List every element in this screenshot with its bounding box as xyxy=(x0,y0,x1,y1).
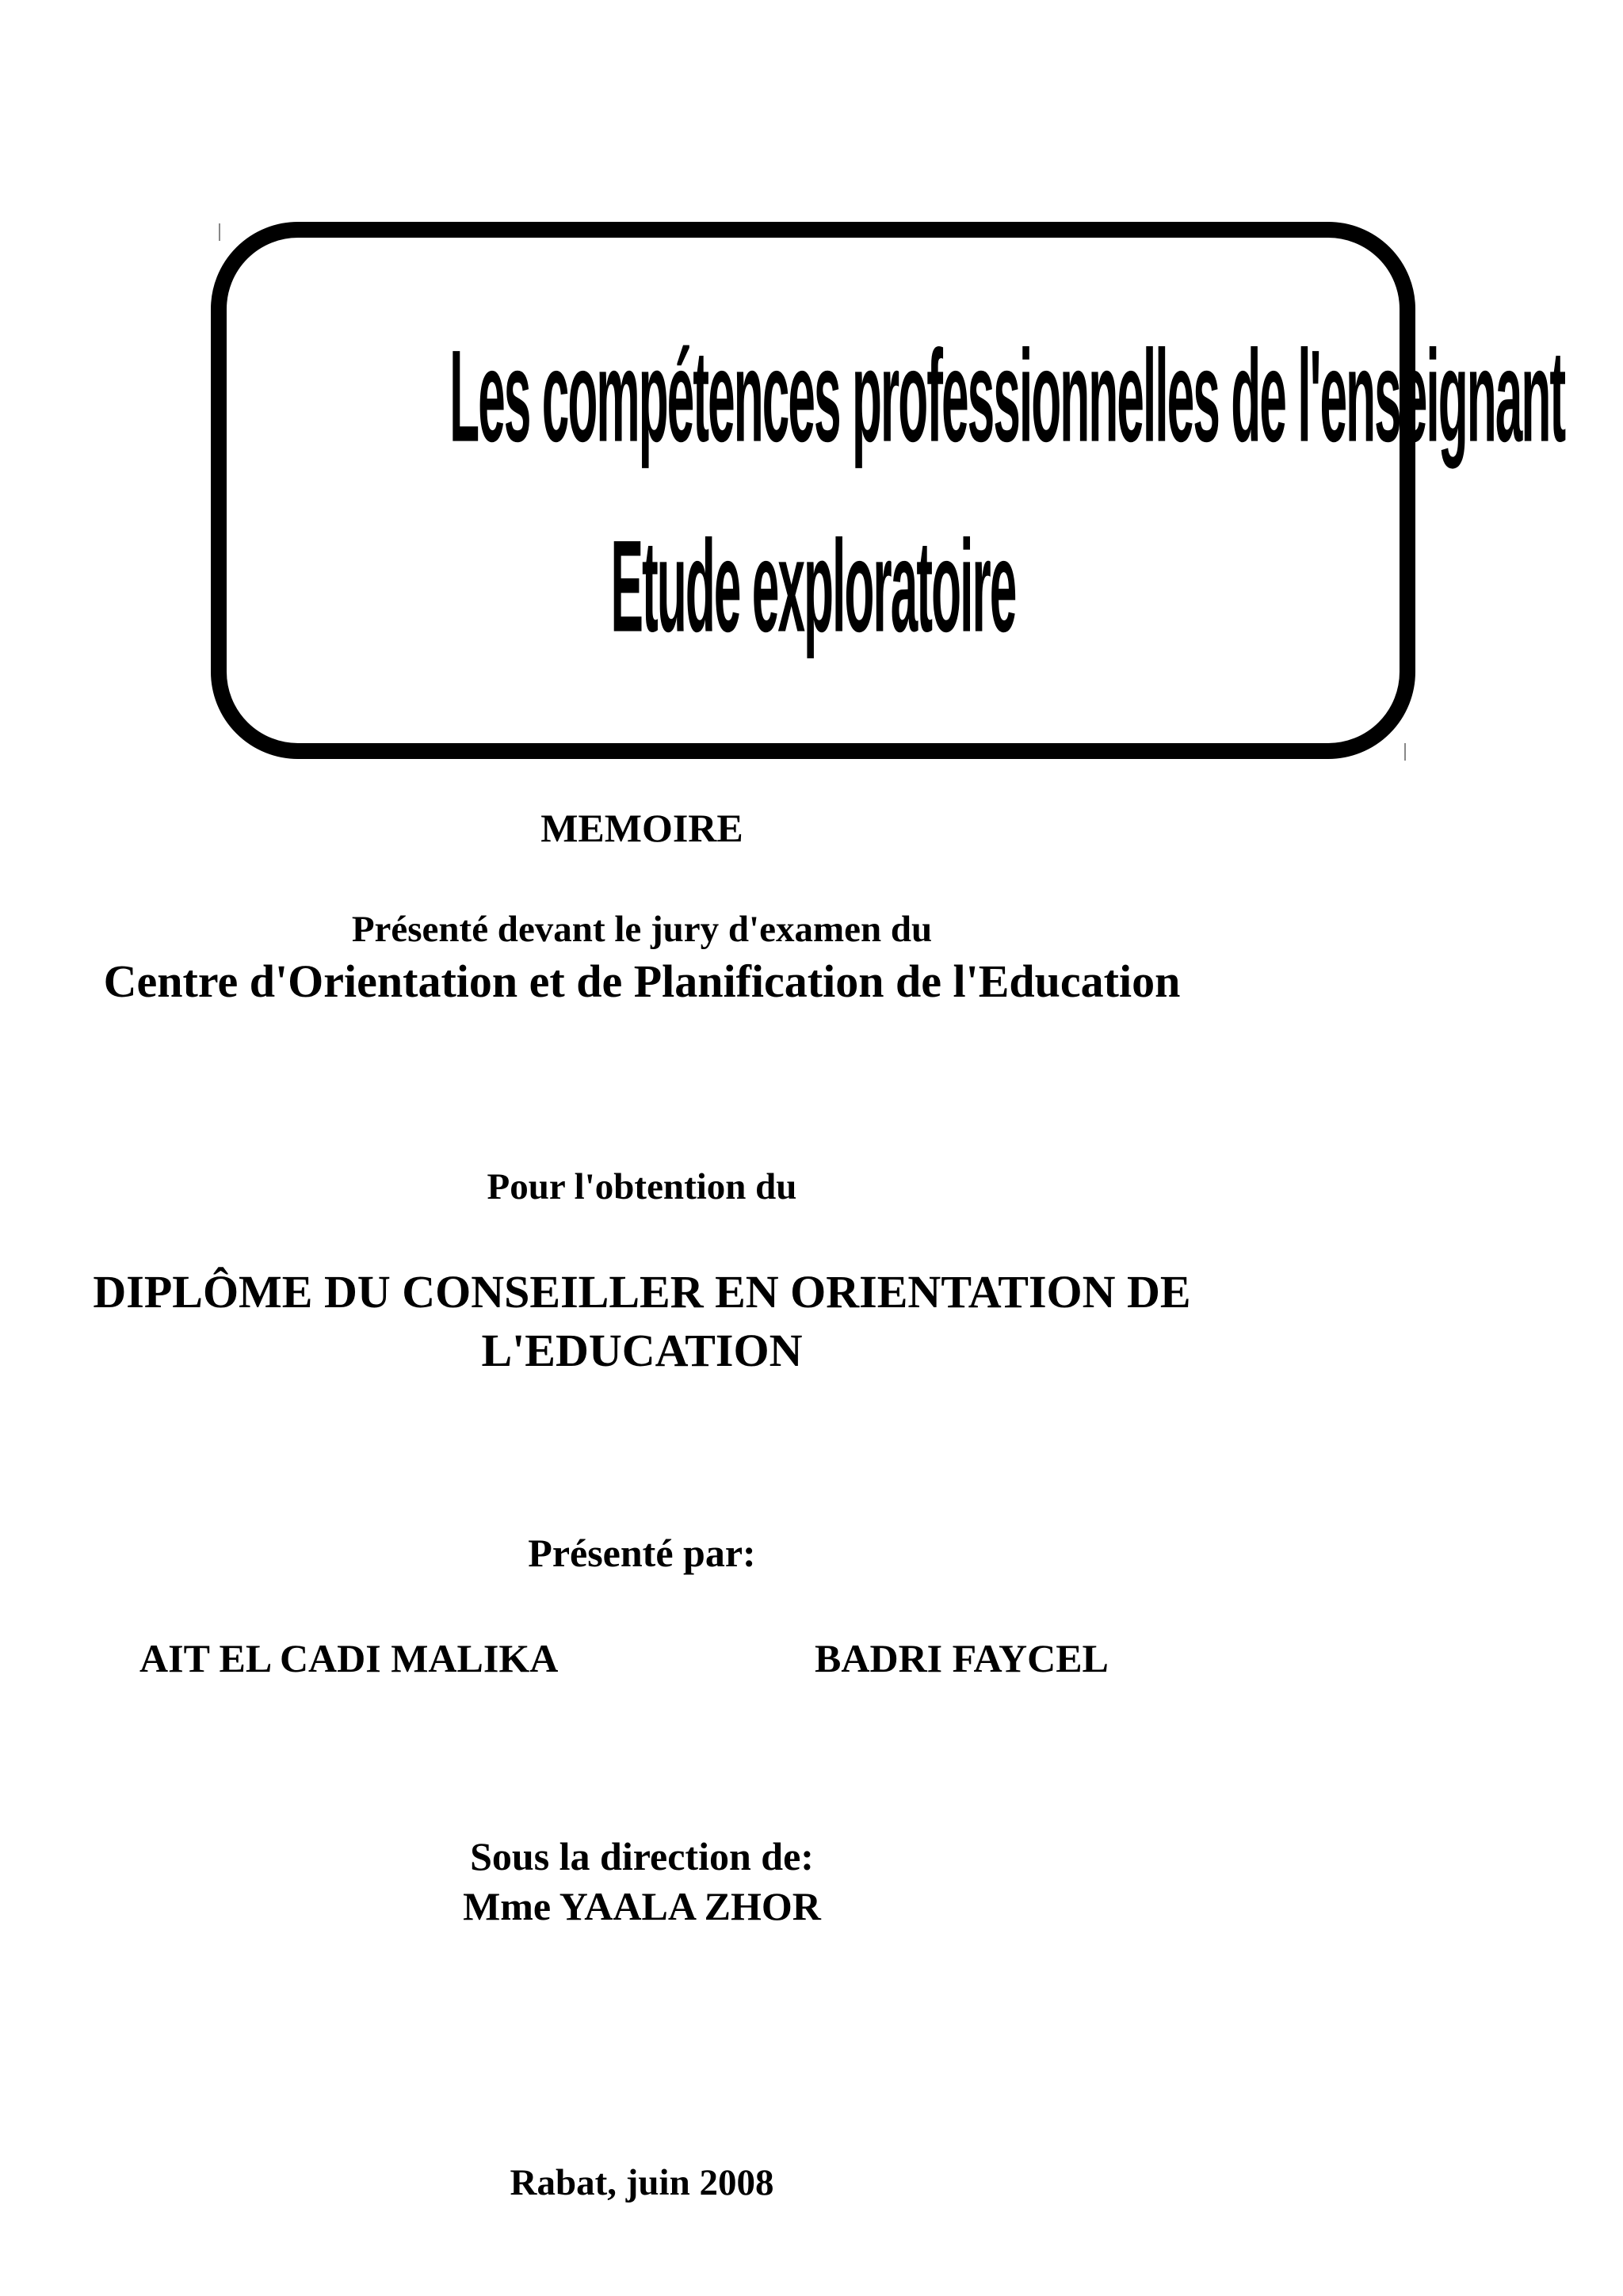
presented-before-text: Présenté devant le jury d'examen du xyxy=(351,909,933,950)
document-title: Les compétences professionnelles de l'enseignant xyxy=(449,323,1565,470)
presented-by-label: Présenté par: xyxy=(528,1531,756,1575)
corner-mark-top-left xyxy=(219,223,220,241)
corner-mark-bottom-right xyxy=(1404,743,1406,761)
diploma-line-1: DIPLÔME DU CONSEILLER EN ORIENTATION DE xyxy=(93,1266,1191,1318)
place-date: Rabat, juin 2008 xyxy=(510,2162,774,2203)
author-name: BADRI FAYCEL xyxy=(815,1636,1109,1680)
diploma-line-2: L'EDUCATION xyxy=(481,1325,803,1376)
title-frame xyxy=(211,222,1565,759)
author-name: AIT EL CADI MALIKA xyxy=(139,1636,559,1680)
director-name: Mme YAALA ZHOR xyxy=(463,1884,821,1928)
memoire-heading: MEMOIRE xyxy=(540,806,743,850)
institution-name: Centre d'Orientation et de Planification de l'Education xyxy=(103,955,1181,1007)
direction-label: Sous la direction de: xyxy=(470,1834,814,1878)
obtention-text: Pour l'obtention du xyxy=(487,1166,797,1207)
document-subtitle: Etude exploratoire xyxy=(610,513,1016,660)
